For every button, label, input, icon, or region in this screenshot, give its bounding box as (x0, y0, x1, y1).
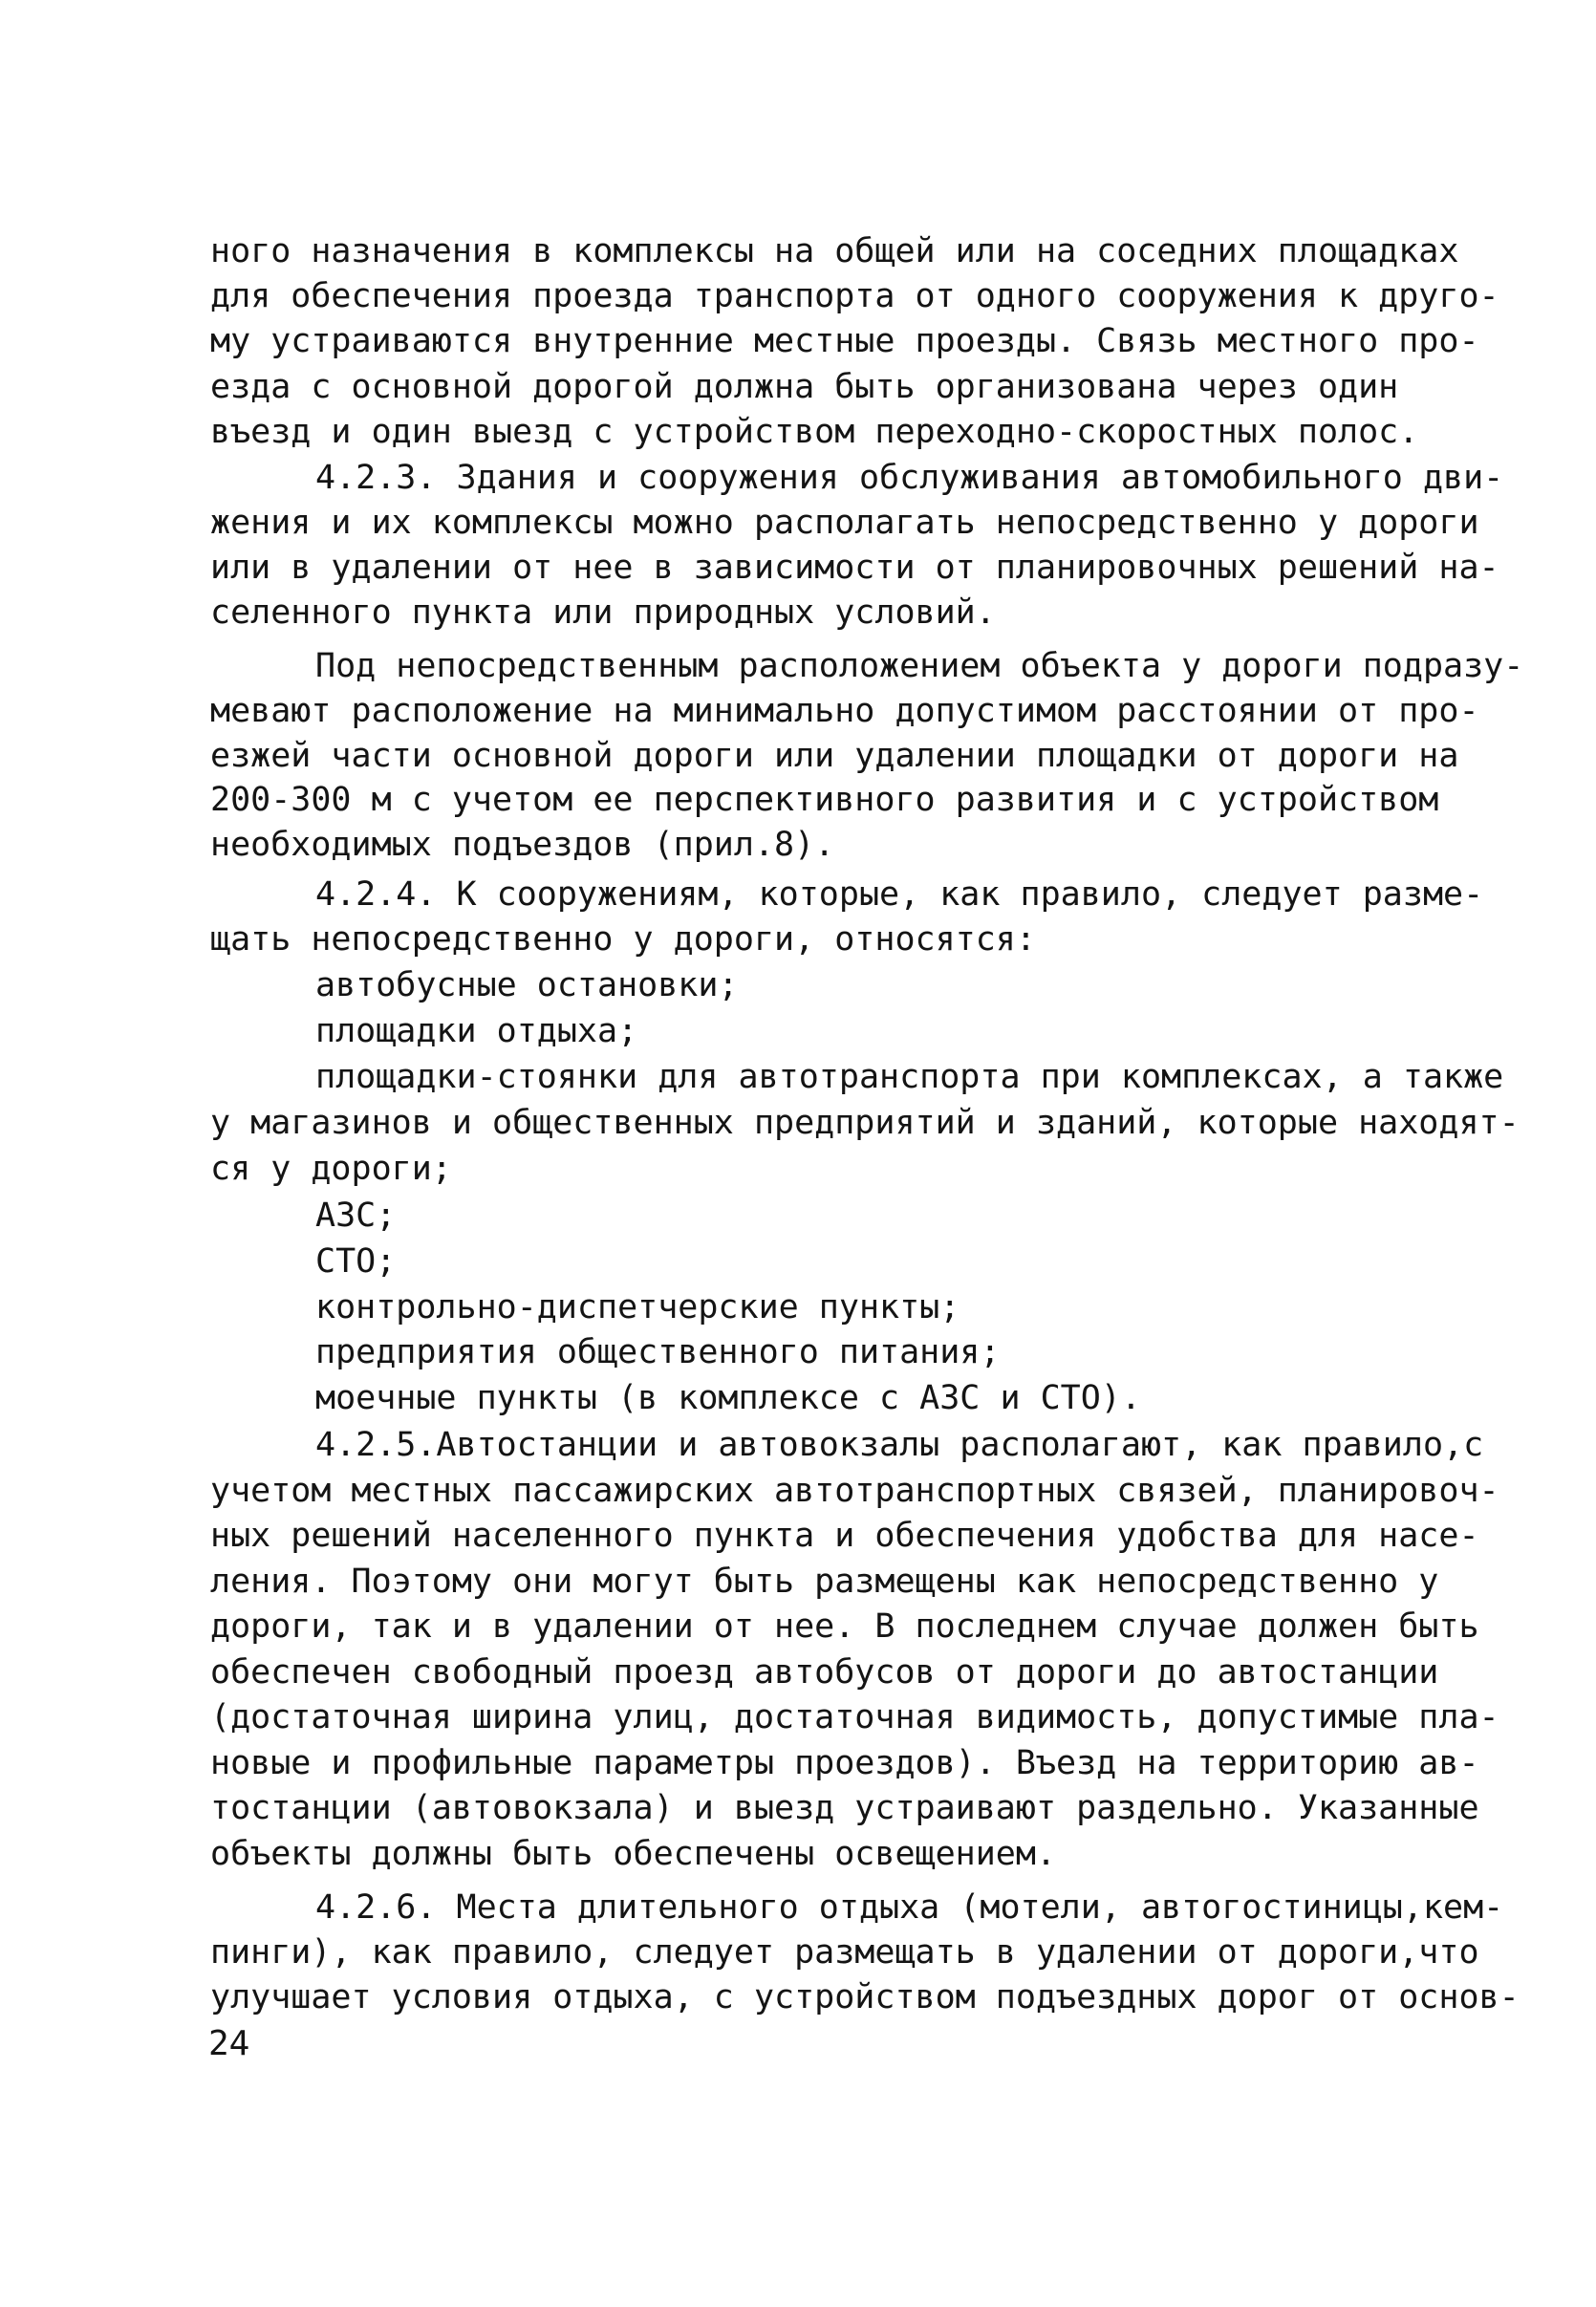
text-line: контрольно-диспетчерские пункты; (315, 1288, 960, 1326)
text-line: улучшает условия отдыха, с устройством подъездных дорог от основ- (210, 1978, 1520, 2016)
text-line: дороги, так и в удалении от нее. В последнем случае должен быть (210, 1607, 1479, 1646)
text-line: 4.2.3. Здания и сооружения обслуживания автомобильного дви- (315, 459, 1504, 497)
text-line: селенного пункта или природных условий. (210, 593, 996, 632)
text-line: щать непосредственно у дороги, относятся: (210, 920, 1036, 959)
text-line: 200-300 м с учетом ее перспективного развития и с устройством (210, 781, 1439, 819)
page-number: 24 (208, 2024, 250, 2063)
text-line: предприятия общественного питания; (315, 1333, 1001, 1371)
text-line: му устраиваются внутренние местные проезды. Связь местного про- (210, 322, 1479, 360)
text-line: автобусные остановки; (315, 966, 739, 1004)
text-line: обеспечен свободный проезд автобусов от дороги до автостанции (210, 1653, 1439, 1692)
text-line: пинги), как правило, следует размещать в удалении от дороги,что (210, 1933, 1479, 1972)
text-line: (достаточная ширина улиц, достаточная видимость, допустимые пла- (210, 1698, 1499, 1736)
text-line: тостанции (автовокзала) и выезд устраивают раздельно. Указанные (210, 1789, 1479, 1827)
text-line: Под непосредственным расположением объекта у дороги подразу- (315, 647, 1524, 685)
text-line: езда с основной дорогой должна быть организована через один (210, 368, 1399, 406)
text-line: езжей части основной дороги или удалении площадки от дороги на (210, 737, 1459, 775)
text-line: учетом местных пассажирских автотранспортных связей, планировоч- (210, 1472, 1499, 1510)
text-line: 4.2.6. Места длительного отдыха (мотели, автогостиницы,кем- (315, 1888, 1504, 1927)
text-line: объекты должны быть обеспечены освещением. (210, 1835, 1057, 1873)
text-line: ного назначения в комплексы на общей или на соседних площадках (210, 232, 1459, 270)
text-line: въезд и один выезд с устройством переходно-скоростных полос. (210, 413, 1419, 451)
text-line: моечные пункты (в комплексе с АЗС и СТО). (315, 1379, 1141, 1417)
text-line: для обеспечения проезда транспорта от одного сооружения к друго- (210, 277, 1499, 315)
text-line: АЗС; (315, 1197, 397, 1235)
text-line: 4.2.5.Автостанции и автовокзалы располагают, как правило,с (315, 1426, 1484, 1464)
text-line: ся у дороги; (210, 1150, 452, 1188)
text-line: или в удалении от нее в зависимости от планировочных решений на- (210, 549, 1499, 587)
text-line: мевают расположение на минимально допустимом расстоянии от про- (210, 692, 1479, 730)
text-line: ления. Поэтому они могут быть размещены как непосредственно у (210, 1563, 1439, 1601)
text-line: площадки отдыха; (315, 1012, 638, 1050)
text-line: новые и профильные параметры проездов). Въезд на территорию ав- (210, 1744, 1479, 1782)
text-line: необходимых подъездов (прил.8). (210, 826, 835, 864)
text-line: площадки-стоянки для автотранспорта при комплексах, а также (315, 1058, 1504, 1096)
text-line: ных решений населенного пункта и обеспечения удобства для насе- (210, 1517, 1479, 1555)
text-line: 4.2.4. К сооружениям, которые, как правило, следует разме- (315, 875, 1484, 914)
text-line: СТО; (315, 1242, 397, 1281)
text-line: у магазинов и общественных предприятий и зданий, которые находят- (210, 1104, 1520, 1142)
text-line: жения и их комплексы можно располагать непосредственно у дороги (210, 504, 1479, 542)
